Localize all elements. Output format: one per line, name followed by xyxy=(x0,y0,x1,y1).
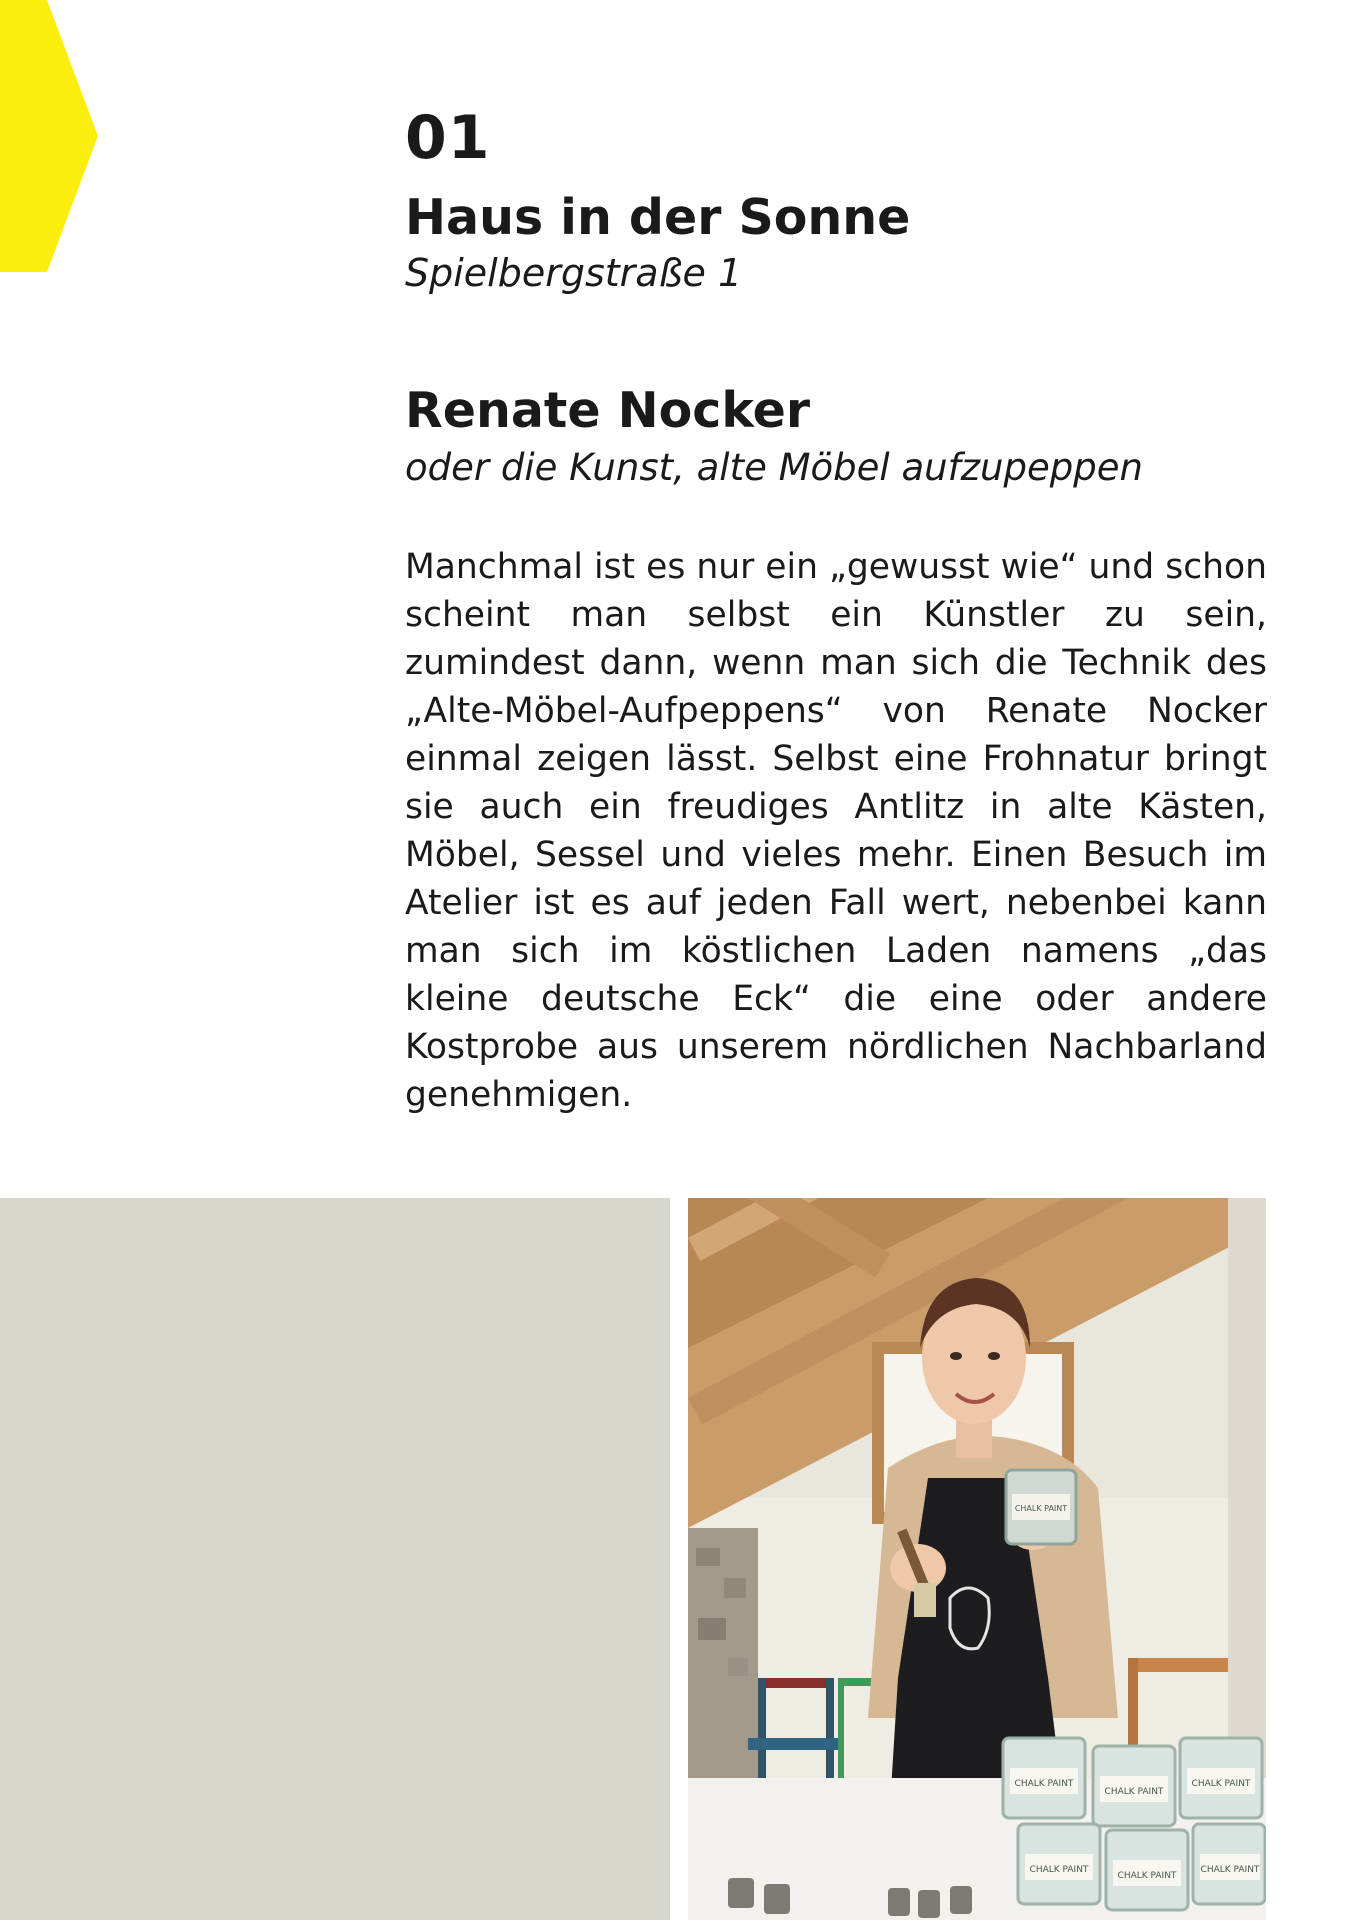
artist-tagline: oder die Kunst, alte Möbel aufzupeppen xyxy=(405,446,1143,489)
yellow-chevron-marker xyxy=(0,0,98,272)
svg-text:CHALK PAINT: CHALK PAINT xyxy=(1117,1871,1177,1881)
grey-background-panel xyxy=(0,1198,670,1920)
venue-name: Haus in der Sonne xyxy=(405,189,911,246)
svg-text:CHALK PAINT: CHALK PAINT xyxy=(1014,1779,1074,1789)
svg-text:CHALK PAINT: CHALK PAINT xyxy=(1200,1865,1260,1875)
svg-text:CHALK PAINT: CHALK PAINT xyxy=(1029,1865,1089,1875)
artist-name: Renate Nocker xyxy=(405,382,811,439)
svg-text:CHALK PAINT: CHALK PAINT xyxy=(1014,1504,1068,1513)
svg-text:CHALK PAINT: CHALK PAINT xyxy=(1104,1787,1164,1797)
artist-photo xyxy=(688,1198,1266,1920)
artist-description: Manchmal ist es nur ein „gewusst wie“ und schon scheint man selbst ein Künstler zu sein, zumindest dann, wenn man sich die Technik des „Alte-Möbel-Aufpeppens“ von Renate Nocker einmal zeigen lässt. Selbst eine Frohnatur bringt sie auch ein freudiges Antlitz in alte Kästen, Möbel, Sessel und vieles mehr. Einen Besuch im Atelier ist es auf jeden Fall wert, nebenbei kann man sich im köstlichen Laden namens „das kleine deutsche Eck“ die eine oder andere Kostprobe aus unserem nördlichen Nachbarland genehmigen. xyxy=(405,547,1267,1115)
venue-address: Spielbergstraße 1 xyxy=(405,251,743,295)
entry-number: 01 xyxy=(405,103,491,173)
svg-text:CHALK PAINT: CHALK PAINT xyxy=(1191,1779,1251,1789)
